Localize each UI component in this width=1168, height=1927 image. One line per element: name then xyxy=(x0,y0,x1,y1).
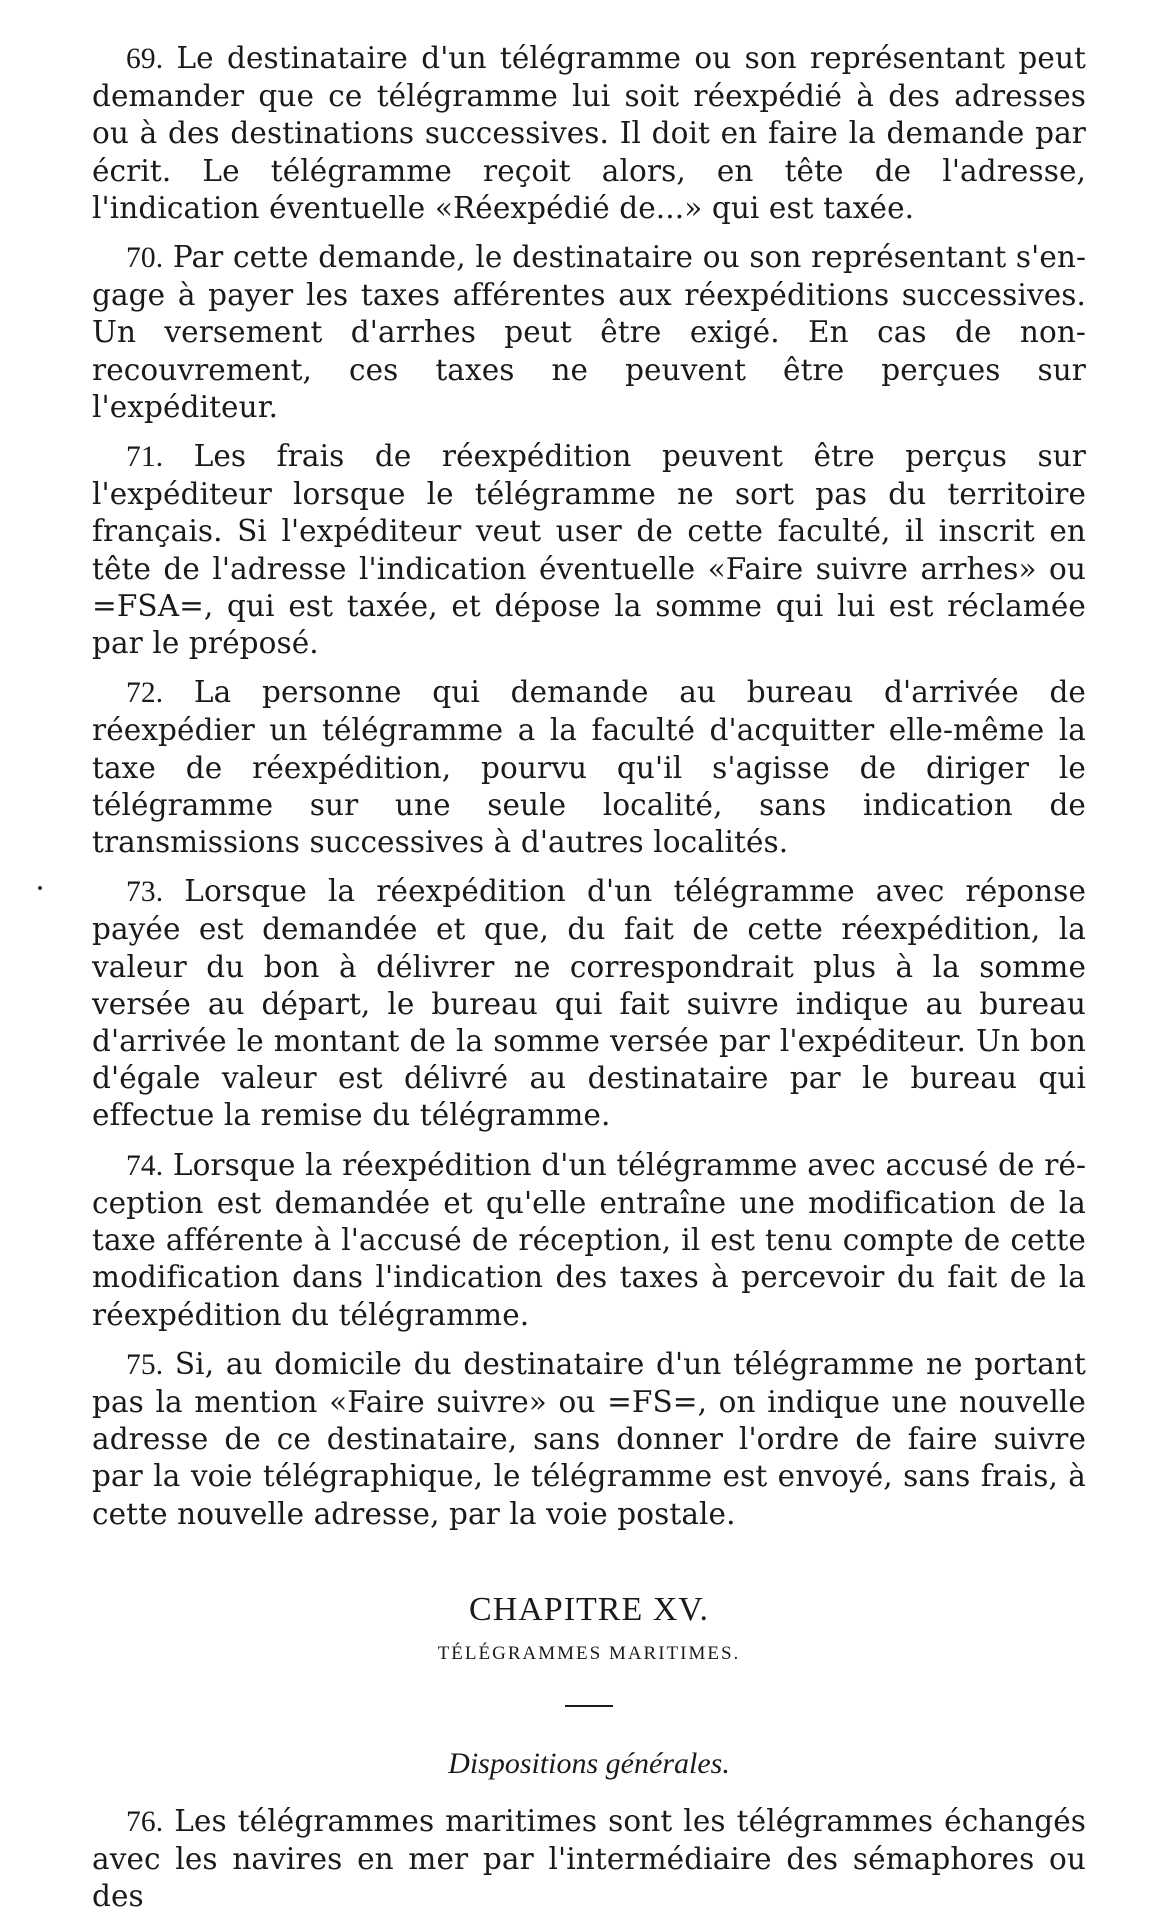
paragraph-text: Lorsque la réexpédition d'un télégramme avec accusé de réception est demandée et qu'elle entraîne une modification de la taxe afférente à l'accusé de réception, il est tenu compte de cette modification dans l'indication des taxes à percevoir du fait de la réexpédition du télégramme. xyxy=(92,1147,1087,1332)
paragraph-75 xyxy=(92,1346,1086,1533)
paragraph-70 xyxy=(92,239,1086,426)
paragraph-text: Lorsque la réexpédition d'un télégramme avec réponse payée est demandée et que, du fait de cette réexpédition, la valeur du bon à délivrer ne correspondrait plus à la somme versée au départ, le bureau qui fait suivre indique au bureau d'arrivée le montant de la somme versée par l'expéditeur. Un bon d'égale valeur est délivré au destinataire par le bureau qui effectue la remise du télégramme. xyxy=(92,874,1086,1133)
paragraph-text: Si, au domicile du destinataire d'un télégramme ne portant pas la mention «Faire suivre» ou =FS=, on indique une nouvelle adresse de ce destinataire, sans donner l'ordre de faire suivre par la voie télégraphique, le télégramme est envoyé, sans frais, à cette nouvelle adresse, par la voie postale. xyxy=(92,1346,1086,1531)
paragraph-76 xyxy=(92,1803,1086,1916)
chapter-subtitle: TÉLÉGRAMMES MARITIMES. xyxy=(437,1642,741,1664)
paragraph-69 xyxy=(92,40,1086,227)
paragraph-number: 69. xyxy=(126,43,164,75)
paragraph-73 xyxy=(92,873,1086,1134)
paragraph-text: Par cette demande, le destinataire ou son représentant s'engage à payer les taxes afférentes aux réexpéditions successives. Un versement d'arrhes peut être exigé. En cas de non-recouvrement, ces taxes ne peuvent être perçues sur l'expéditeur. xyxy=(92,240,1086,424)
paragraph-text: Les frais de réexpédition peuvent être perçus sur l'expéditeur lorsque le télégramme ne sort pas du territoire français. Si l'expéditeur veut user de cette faculté, il inscrit en tête de l'adresse l'indication éventuelle «Faire suivre arrhes» ou =FSA=, qui est taxée, et dépose la somme qui lui est réclamée par le préposé. xyxy=(92,439,1086,661)
margin-speck xyxy=(38,886,42,890)
paragraph-number: 70. xyxy=(126,242,164,275)
paragraph-number: 72. xyxy=(126,677,164,710)
document-page xyxy=(92,40,1086,1927)
chapter-title: CHAPITRE XV. xyxy=(469,1590,709,1628)
paragraph-text: La personne qui demande au bureau d'arrivée de réexpédier un télégramme a la faculté d'acquitter elle-même la taxe de réexpédition, pourvu qu'il s'agisse de diriger le télégramme sur une seule localité, sans indication de transmissions successives à d'autres localités. xyxy=(92,675,1086,860)
paragraph-text: Le destinataire d'un télégramme ou son représentant peut demander que ce télégramme lui soit réexpédié à des adresses ou à des destinations successives. Il doit en faire la demande par écrit. Le télégramme reçoit alors, en tête de l'adresse, l'indication éventuelle «Réexpédié de...» qui est taxée. xyxy=(92,41,1087,225)
paragraph-number: 73. xyxy=(126,876,164,909)
section-divider xyxy=(565,1705,613,1707)
paragraph-number: 76. xyxy=(126,1805,164,1838)
section-heading: Dispositions générales. xyxy=(448,1746,730,1780)
paragraph-number: 75. xyxy=(126,1348,164,1381)
paragraph-number: 74. xyxy=(126,1149,164,1182)
paragraph-text: Les télégrammes maritimes sont les télégrammes échangés avec les navires en mer par l'intermédiaire des sémaphores ou des xyxy=(92,1803,1086,1914)
paragraph-72 xyxy=(92,674,1086,861)
paragraph-71 xyxy=(92,438,1086,662)
paragraph-number: 71. xyxy=(126,441,164,474)
paragraph-74 xyxy=(92,1147,1086,1334)
